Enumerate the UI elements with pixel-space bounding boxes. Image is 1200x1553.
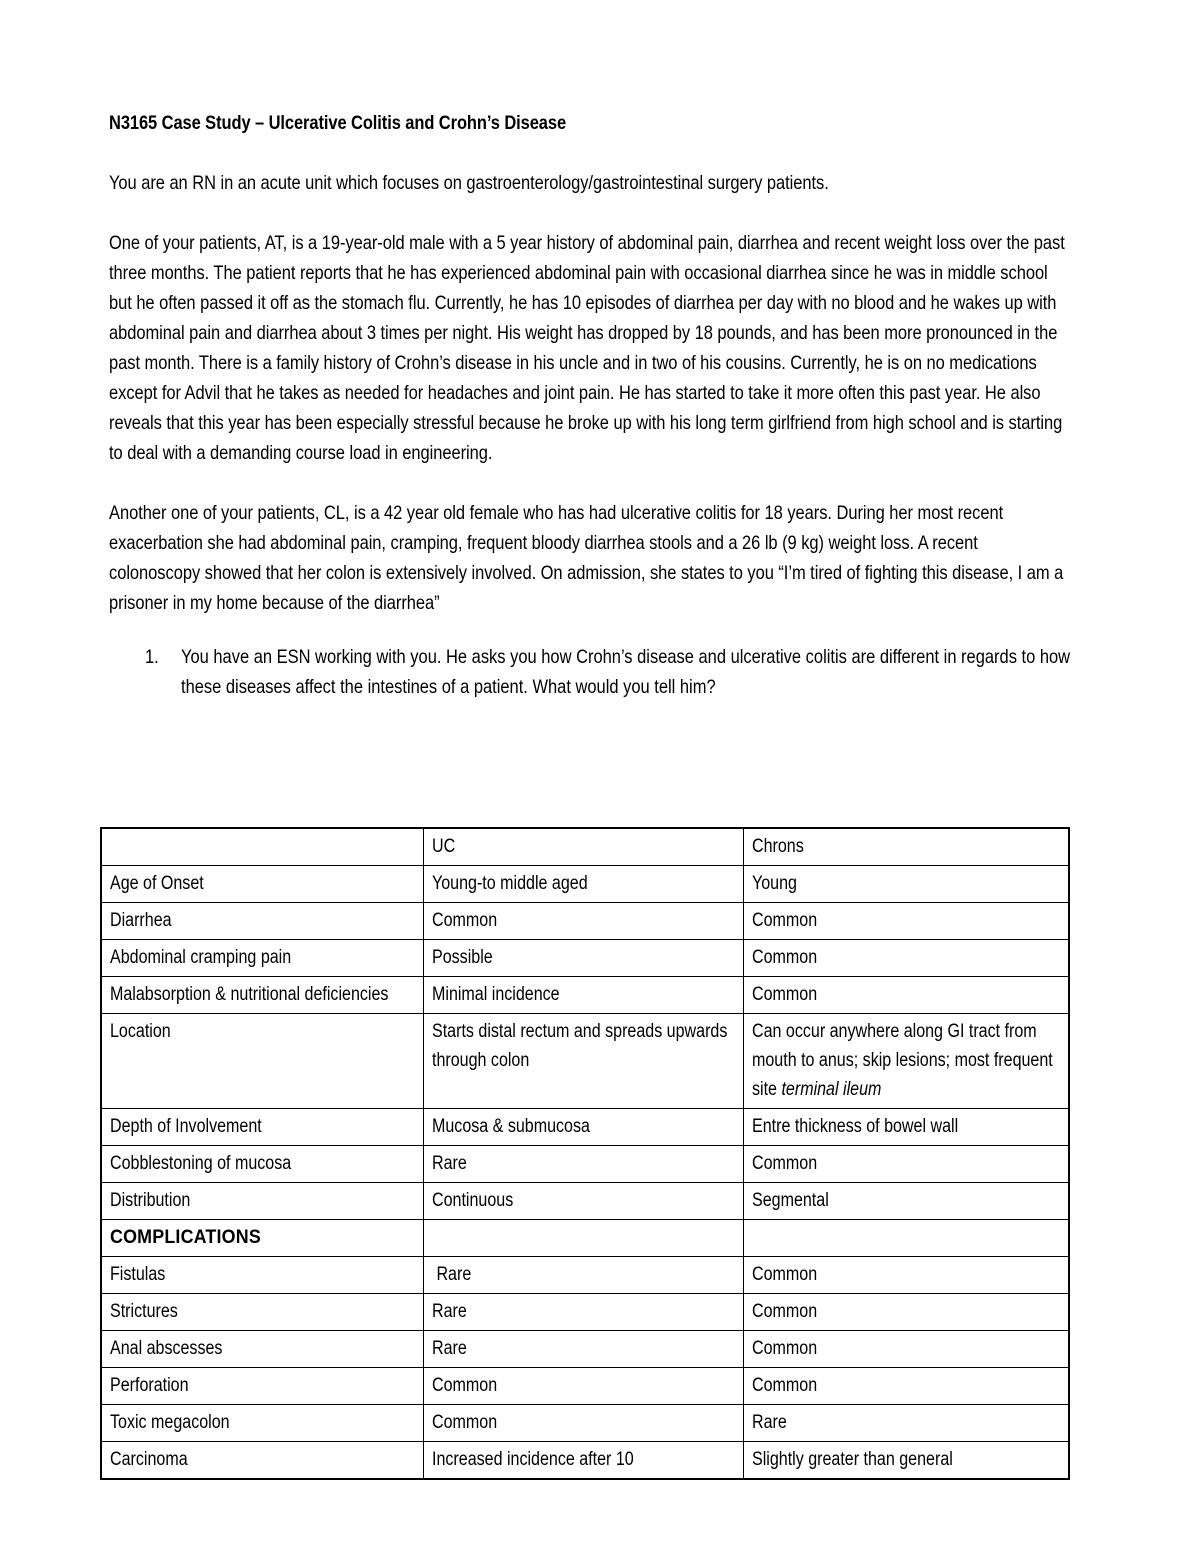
- table-row: [101, 1183, 1069, 1220]
- row-uc: [423, 1220, 743, 1257]
- spacer: [109, 138, 1071, 168]
- row-feature: Strictures: [101, 1294, 423, 1331]
- row-crohns: Rare: [743, 1405, 1069, 1442]
- row-crohns: Common: [743, 1368, 1069, 1405]
- table-row: [101, 866, 1069, 903]
- table-row: [101, 903, 1069, 940]
- row-crohns: Slightly greater than general: [743, 1442, 1069, 1480]
- table-row: [101, 1146, 1069, 1183]
- comparison-table-wrapper: [100, 827, 1068, 1480]
- question-text: You have an ESN working with you. He asks you how Crohn’s disease and ulcerative colitis are different in regards to how these diseases affect the intestines of a patient. What would you tell him?: [181, 646, 1071, 698]
- row-uc: Rare: [423, 1294, 743, 1331]
- spacer: [109, 618, 1071, 642]
- row-feature: Depth of Involvement: [101, 1109, 423, 1146]
- table-row-section-header: [101, 1220, 1069, 1257]
- row-feature: Anal abscesses: [101, 1331, 423, 1368]
- table-row: [101, 1405, 1069, 1442]
- document-body: [109, 108, 1071, 702]
- table-row: [101, 1331, 1069, 1368]
- table-row: [101, 977, 1069, 1014]
- row-feature: Fistulas: [101, 1257, 423, 1294]
- question-list: [109, 642, 1071, 702]
- row-uc: Common: [423, 1368, 743, 1405]
- row-crohns: Common: [743, 977, 1069, 1014]
- table-row: [101, 1368, 1069, 1405]
- row-crohns-italic-text: terminal ileum: [780, 1079, 881, 1100]
- row-uc: Mucosa & submucosa: [423, 1109, 743, 1146]
- row-uc: Common: [423, 1405, 743, 1442]
- row-uc: Rare: [423, 1331, 743, 1368]
- row-crohns: Common: [743, 903, 1069, 940]
- row-uc: Possible: [423, 940, 743, 977]
- uc-vs-crohns-comparison-table: [100, 827, 1070, 1480]
- row-crohns: Young: [743, 866, 1069, 903]
- list-item: [109, 642, 1071, 702]
- row-uc: Starts distal rectum and spreads upwards through colon: [423, 1014, 743, 1109]
- table-row: [101, 1109, 1069, 1146]
- row-feature: Perforation: [101, 1368, 423, 1405]
- table-header-cell-uc: UC: [423, 828, 743, 866]
- row-feature: Location: [101, 1014, 423, 1109]
- row-crohns: Segmental: [743, 1183, 1069, 1220]
- paragraph-patient-cl: [109, 498, 1071, 618]
- row-uc: Minimal incidence: [423, 977, 743, 1014]
- page-title-text: N3165 Case Study – Ulcerative Colitis and Crohn’s Disease: [109, 112, 567, 134]
- row-feature: Diarrhea: [101, 903, 423, 940]
- row-feature-complications: COMPLICATIONS: [101, 1220, 423, 1257]
- row-crohns: Common: [743, 940, 1069, 977]
- spacer: [109, 468, 1071, 498]
- question-number: 1.: [145, 646, 159, 668]
- intro-paragraph: [109, 168, 1071, 198]
- row-crohns-text: Can occur anywhere along GI tract from mouth to anus; skip lesions; most frequent site: [751, 1021, 1057, 1100]
- row-feature: Cobblestoning of mucosa: [101, 1146, 423, 1183]
- row-uc: Rare: [423, 1257, 743, 1294]
- row-feature: Carcinoma: [101, 1442, 423, 1480]
- row-crohns: Common: [743, 1294, 1069, 1331]
- paragraph-patient-at: [109, 228, 1071, 468]
- table-row: [101, 940, 1069, 977]
- page-title: [109, 108, 1071, 138]
- row-crohns: Entre thickness of bowel wall: [743, 1109, 1069, 1146]
- row-feature: Abdominal cramping pain: [101, 940, 423, 977]
- row-uc: Increased incidence after 10: [423, 1442, 743, 1480]
- table-row: [101, 1014, 1069, 1109]
- paragraph-patient-cl-text: Another one of your patients, CL, is a 42 year old female who has had ulcerative colitis for 18 years. During her most recent exacerbation she had abdominal pain, cramping, frequent bloody diarrhea stools and a 26 lb (9 kg) weight loss. A recent colonoscopy showed that her colon is extensively involved. On admission, she states to you “I’m tired of fighting this disease, I am a prisoner in my home because of the diarrhea”: [109, 502, 1064, 614]
- row-feature: Age of Onset: [101, 866, 423, 903]
- intro-paragraph-text: You are an RN in an acute unit which focuses on gastroenterology/gastrointestinal surgery patients.: [109, 172, 829, 194]
- table-header-cell-feature: [101, 828, 423, 866]
- row-uc: Young-to middle aged: [423, 866, 743, 903]
- spacer: [109, 198, 1071, 228]
- paragraph-patient-at-text: One of your patients, AT, is a 19-year-old male with a 5 year history of abdominal pain, diarrhea and recent weight loss over the past three months. The patient reports that he has experienced abdominal pain with occasional diarrhea since he was in middle school but he often passed it off as the stomach flu. Currently, he has 10 episodes of diarrhea per day with no blood and he wakes up with abdominal pain and diarrhea about 3 times per night. His weight has dropped by 18 pounds, and has been more pronounced in the past month. There is a family history of Crohn’s disease in his uncle and in two of his cousins. Currently, he is on no medications except for Advil that he takes as needed for headaches and joint pain. He has started to take it more often this past year. He also reveals that this year has been especially stressful because he broke up with his long term girlfriend from high school and is starting to deal with a demanding course load in engineering.: [109, 232, 1065, 464]
- row-crohns: Common: [743, 1146, 1069, 1183]
- row-feature: Distribution: [101, 1183, 423, 1220]
- table-row: [101, 1294, 1069, 1331]
- row-uc: Continuous: [423, 1183, 743, 1220]
- table-header-cell-crohns: Chrons: [743, 828, 1069, 866]
- table-header-row: [101, 828, 1069, 866]
- row-uc: Common: [423, 903, 743, 940]
- row-feature: Toxic megacolon: [101, 1405, 423, 1442]
- row-uc: Rare: [423, 1146, 743, 1183]
- row-crohns: Common: [743, 1331, 1069, 1368]
- row-crohns: [743, 1220, 1069, 1257]
- row-crohns: Common: [743, 1257, 1069, 1294]
- row-crohns: [743, 1014, 1069, 1109]
- table-row: [101, 1257, 1069, 1294]
- table-row: [101, 1442, 1069, 1480]
- row-feature: Malabsorption & nutritional deficiencies: [101, 977, 423, 1014]
